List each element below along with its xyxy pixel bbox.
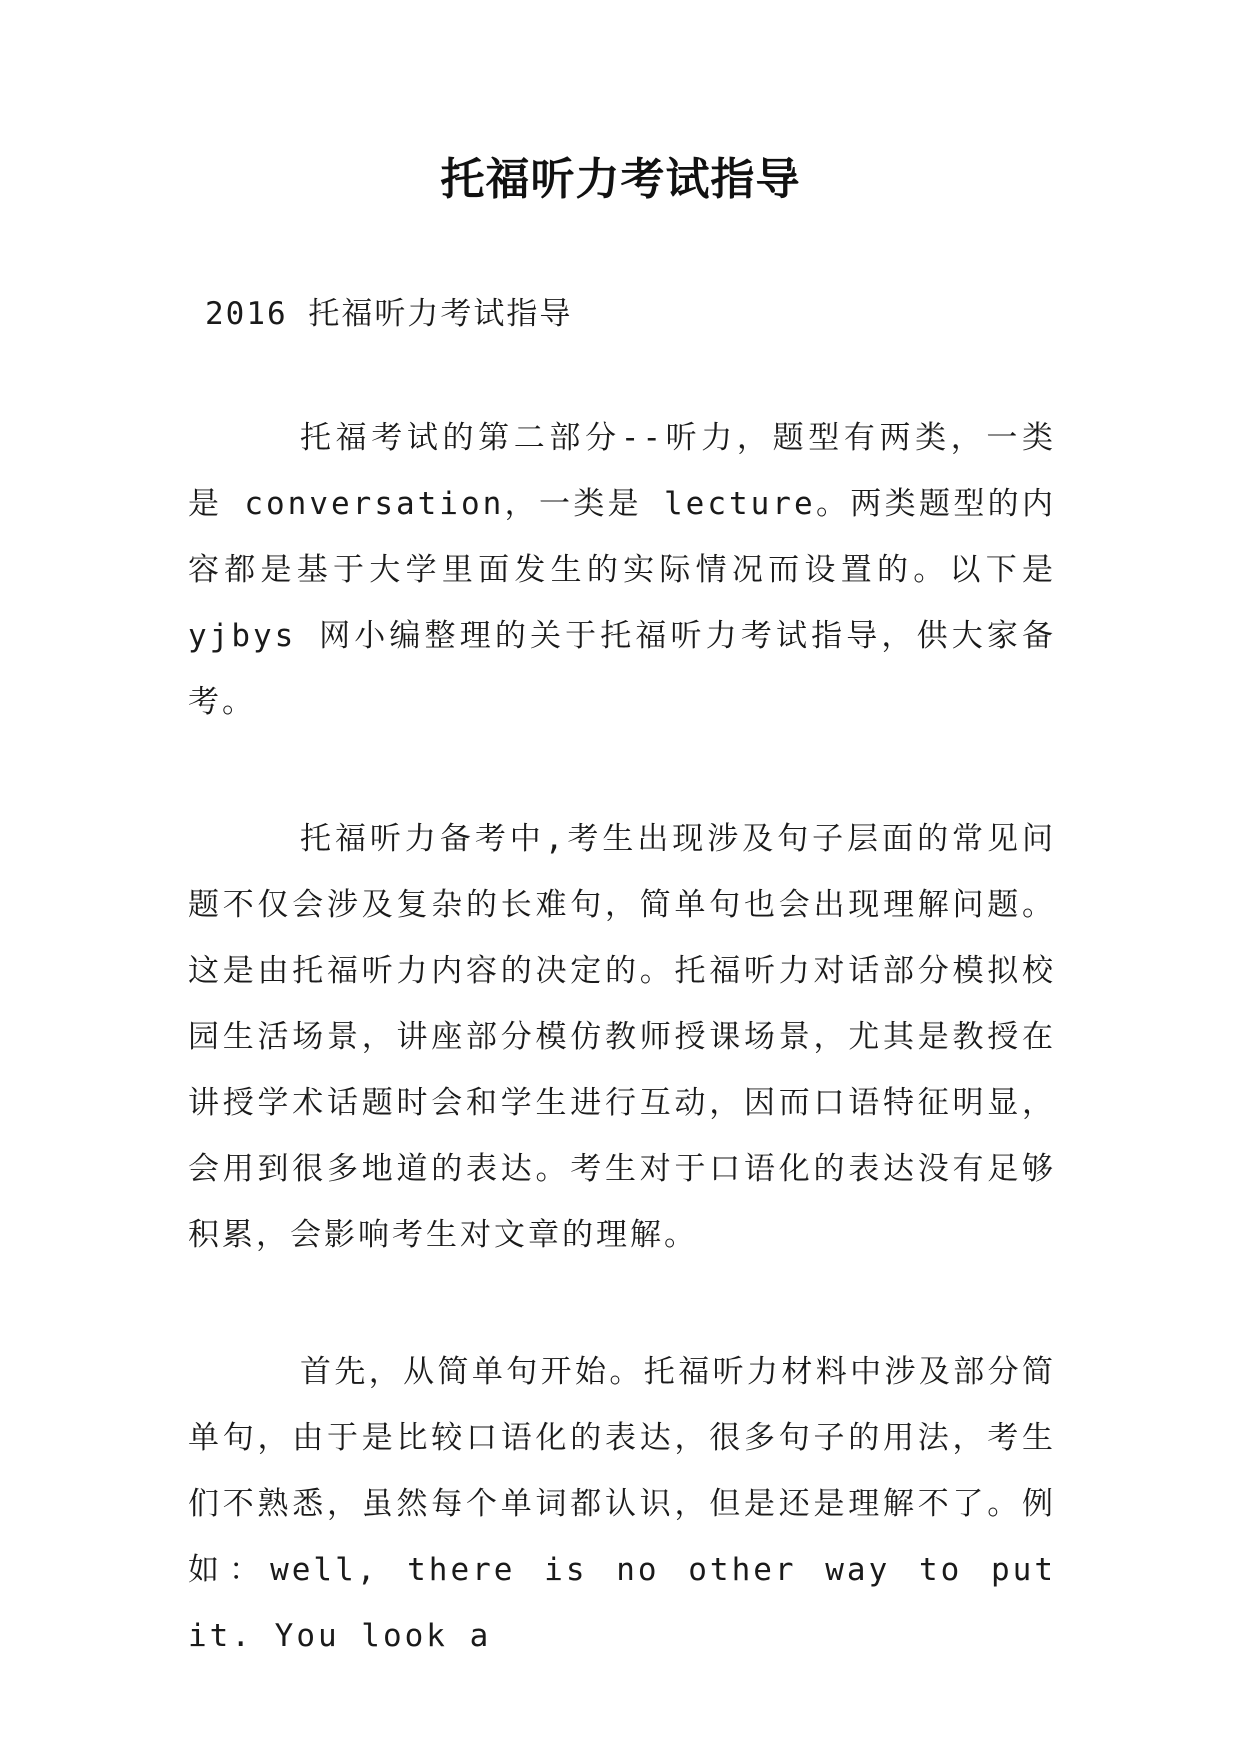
- document-subtitle: 2016 托福听力考试指导: [205, 296, 573, 332]
- paragraph-intro: 托福考试的第二部分--听力，题型有两类，一类是 conversation，一类是 lecture。两类题型的内容都是基于大学里面发生的实际情况而设置的。以下是 yjbys 网小编整理的关于托福听力考试指导，供大家备考。: [188, 420, 1056, 720]
- document-title: 托福听力考试指导: [440, 154, 801, 205]
- paragraph-simple-sentences: 首先，从简单句开始。托福听力材料中涉及部分简单句，由于是比较口语化的表达，很多句子的用法，考生们不熟悉，虽然每个单词都认识，但是还是理解不了。例如：well, there is no other way to put it. You look a: [188, 1354, 1056, 1654]
- paragraph-sentence-problems: 托福听力备考中,考生出现涉及句子层面的常见问题不仅会涉及复杂的长难句，简单句也会出现理解问题。这是由托福听力内容的决定的。托福听力对话部分模拟校园生活场景，讲座部分模仿教师授课场景，尤其是教授在讲授学术话题时会和学生进行互动，因而口语特征明显，会用到很多地道的表达。考生对于口语化的表达没有足够积累，会影响考生对文章的理解。: [188, 821, 1056, 1253]
